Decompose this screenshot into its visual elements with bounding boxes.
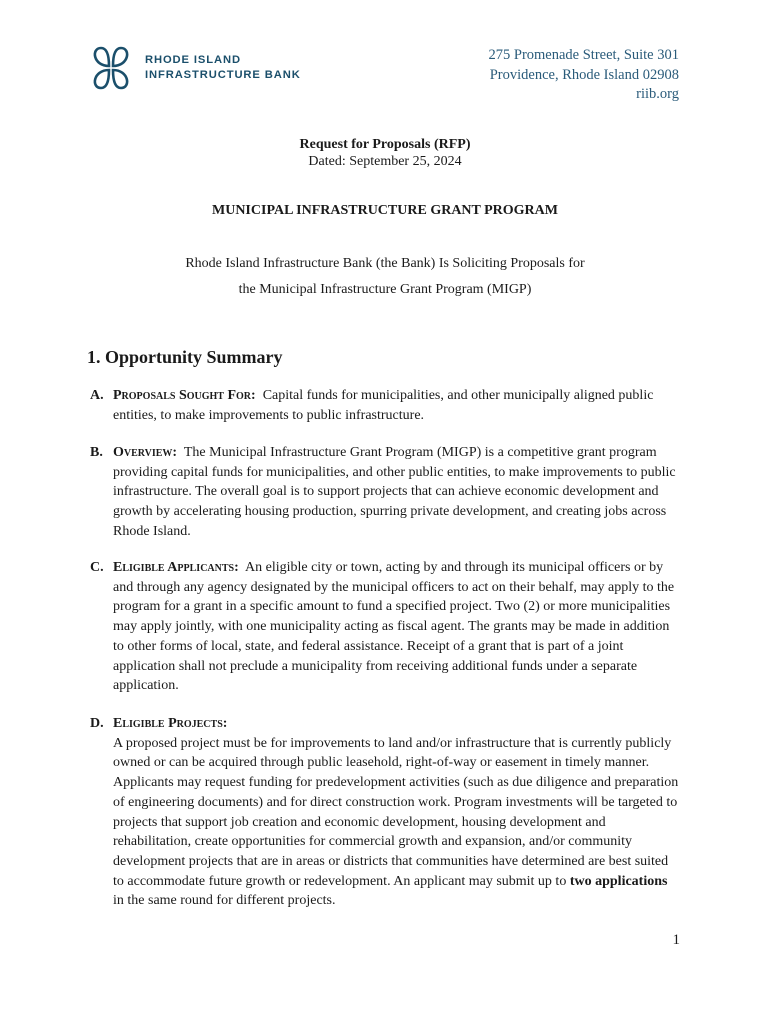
rfp-title: Request for Proposals (RFP) (299, 137, 471, 152)
section-heading: 1. Opportunity Summary (87, 347, 283, 367)
item-label: Eligible Projects: (113, 716, 228, 731)
summary-item-overview (90, 443, 680, 542)
address-street: 275 Promenade Street, Suite 301 (488, 47, 679, 63)
item-letter: A. (90, 388, 104, 403)
item-letter: C. (90, 560, 104, 575)
item-letter: D. (90, 716, 104, 731)
summary-item-eligible-applicants (90, 558, 680, 696)
logo-line-1: RHODE ISLAND (145, 54, 241, 66)
logo-line-2: INFRASTRUCTURE BANK (145, 69, 301, 81)
item-label: Overview: (113, 445, 178, 460)
rfp-date: Dated: September 25, 2024 (308, 154, 462, 169)
soliciting-line-1: Rhode Island Infrastructure Bank (the Bank) Is Soliciting Proposals for (185, 256, 585, 271)
item-letter: B. (90, 445, 103, 460)
riib-logo (87, 44, 301, 92)
address-block (489, 46, 679, 105)
item-bold-text: two applications (569, 873, 668, 889)
soliciting-line-2: the Municipal Infrastructure Grant Program (MIGP) (238, 282, 532, 297)
item-label: Proposals Sought For: (113, 388, 256, 403)
summary-item-proposals-sought (90, 386, 680, 425)
item-label: Eligible Applicants: (113, 560, 239, 575)
item-text-end: in the same round for different projects. (113, 893, 336, 909)
item-text: The Municipal Infrastructure Grant Program (MIGP) is a competitive grant program providing capital funds for municipalities, and other public entities, to make improvements to public infrastructure. The overall goal is to support projects that can achieve economic development and growth by accelerating housing production, spurring private development, and creating jobs across Rhode Island. (113, 445, 676, 539)
clover-logo-icon (87, 44, 135, 92)
program-title: MUNICIPAL INFRASTRUCTURE GRANT PROGRAM (212, 203, 558, 218)
summary-item-eligible-projects (90, 714, 680, 911)
item-text: An eligible city or town, acting by and through its municipal officers or by and through any agency designated by the municipal officers to act on their behalf, may apply to the program for a grant in a specific amount to fund a specified project. Two (2) or more municipalities may apply jointly, with one municipality acting as fiscal agent. The grants may be made in addition to other forms of local, state, and federal assistance. Receipt of a grant that is part of a joint application shall not preclude a municipality from receiving additional funds under a separate application. (113, 560, 675, 694)
item-text: Capital funds for municipalities, and other municipally aligned public entities, to make improvements to public infrastructure. (113, 388, 654, 423)
address-website[interactable]: riib.org (636, 86, 679, 102)
item-text: A proposed project must be for improvements to land and/or infrastructure that is currently publicly owned or can be acquired through public leasehold, right-of-way or easement in timely manner. Applicants may request funding for predevelopment activities (such as due diligence and preparation of engineering documents) and for direct construction work. Program investments will be targeted to projects that support job creation and economic development, housing development and rehabilitation, create opportunities for commercial growth and expansion, and/or community development projects that are in areas or districts that communities have determined are best suited to accommodate future growth or redevelopment. An applicant may submit up to (113, 735, 679, 889)
logo-wordmark (145, 53, 301, 83)
page-number: 1 (672, 932, 680, 948)
address-city: Providence, Rhode Island 02908 (489, 66, 679, 83)
